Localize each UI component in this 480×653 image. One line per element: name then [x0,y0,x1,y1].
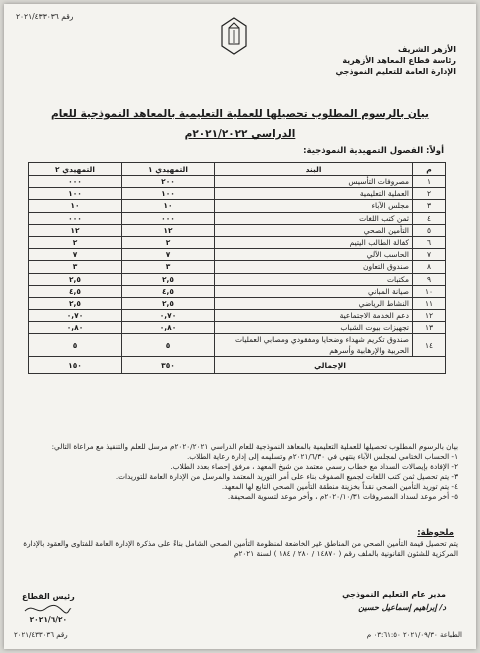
row-num: ٤ [413,212,446,224]
row-item: كفالة الطالب اليتيم [215,236,413,248]
row-num: ٣ [413,200,446,212]
row-num: ١٤ [413,334,446,357]
sector-head-title: رئيس القطاع [22,592,75,601]
row-item: صندوق تكريم شهداء وضحايا ومفقودي ومصابي العمليات الحربية والإرهابية وأسرهم [215,334,413,357]
row-value-1: ٢,٥ [122,297,215,309]
row-value-1: ٠,٨٠ [122,322,215,334]
header-line: الإدارة العامة للتعليم النموذجي [335,67,456,76]
document-page [4,4,476,649]
header-line: الأزهر الشريف [397,45,456,54]
row-value-2: ٠٠٠ [29,176,122,188]
row-value-2: ٢,٥ [29,273,122,285]
row-value-2: ٠٠٠ [29,212,122,224]
observation-block [18,539,458,559]
row-value-1: ٢,٥ [122,273,215,285]
row-value-1: ٢٠٠ [122,176,215,188]
observation-line: يتم تحصيل قيمة التأمين الصحي من المناطق غير الخاضعة لمنظومة التأمين الصحي الشامل بناءً على مذكرة الإدارة العامة للفتاوى والعقود بالإدارة المركزية للشئون القانونية بالملف رقم ( ١٤٨٧٠ / ٢٨٠ / ١٨٤ ) لسنة ٢٠٢١م [23,539,458,558]
table-total-row [29,357,446,374]
total-value-2: ١٥٠ [29,357,122,374]
note-line: ٣- يتم تحصيل ثمن كتب اللغات لجميع الصفوف بناء على أمر التوريد المعتمد والمرسل من الإدارة العامة للتوريدات. [115,472,458,481]
row-value-2: ٢ [29,236,122,248]
al-azhar-logo-icon [219,16,249,56]
row-item: صندوق التعاون [215,261,413,273]
table-row [29,285,446,297]
row-item: مجلس الآباء [215,200,413,212]
row-num: ٢ [413,188,446,200]
note-line: بيان بالرسوم المطلوب تحصيلها للعملية التعليمية بالمعاهد النموذجية للعام الدراسي ٢٠٢٠/٢٠٢١م مرسل للعلم والتنفيذ مع مراعاة التالي: [51,442,458,451]
section-heading: أولاً: الفصول التمهيدية النموذجية: [303,146,444,156]
row-value-2: ٠,٧٠ [29,310,122,322]
table-row [29,297,446,309]
row-value-1: ٠,٧٠ [122,310,215,322]
header-col2: التمهيدي ٢ [29,163,122,176]
table-row [29,224,446,236]
director-title: مدير عام التعليم النموذجي [342,590,446,599]
row-item: النشاط الرياضي [215,297,413,309]
table-row [29,273,446,285]
note-line: ٥- أخر موعد لسداد المصروفات ٢٠٢٠/١٠/٣١م ، وأخر موعد لتسوية الصحيفة. [227,492,458,501]
row-value-1: ١٠٠ [122,188,215,200]
row-value-1: ٢ [122,236,215,248]
header-line: رئاسة قطاع المعاهد الأزهرية [342,56,456,65]
row-value-1: ١٠ [122,200,215,212]
table-row [29,334,446,357]
row-item: التأمين الصحي [215,224,413,236]
reference-number-top: رقم ٢٠٢١/٤٣٣٠٣٦ [16,12,74,21]
row-item: تجهيزات بيوت الشباب [215,322,413,334]
reference-number-bottom: رقم ٢٠٢١/٤٣٣٠٣٦ [14,631,68,639]
observation-title: ملحوظة: [417,528,454,538]
table-row [29,176,446,188]
row-value-2: ٤,٥ [29,285,122,297]
print-footer: الطباعة ٢٠٢١/٠٩/٣٠ ٠٣:٦١:٥٠ م [366,631,462,639]
sector-head-date: ٢٠٢١/٦/٢٠ [29,615,68,624]
row-value-2: ١٠ [29,200,122,212]
table-row [29,322,446,334]
row-value-2: ٣ [29,261,122,273]
director-signature-block [342,590,446,612]
row-num: ٦ [413,236,446,248]
row-value-1: ٣ [122,261,215,273]
table-row [29,212,446,224]
row-num: ٨ [413,261,446,273]
row-item: مكتبات [215,273,413,285]
row-value-2: ٠,٨٠ [29,322,122,334]
row-item: ثمن كتب اللغات [215,212,413,224]
row-value-1: ٠٠٠ [122,212,215,224]
row-value-1: ١٢ [122,224,215,236]
row-num: ١٠ [413,285,446,297]
note-line: ١- الحساب الختامي لمجلس الآباء ينتهي في ٢٠٢١/٦/٣٠م وتسليمه إلى إدارة رعاية الطلاب. [186,452,458,461]
header-item: البند [215,163,413,176]
row-value-1: ٧ [122,249,215,261]
notes-block [18,442,458,502]
row-item: دعم الخدمة الاجتماعية [215,310,413,322]
sector-head-signature-block [22,592,75,624]
row-num: ٩ [413,273,446,285]
director-name: د/ إبراهيم إسماعيل حسين [358,603,446,612]
row-num: ١٢ [413,310,446,322]
table-row [29,236,446,248]
note-line: ٢- الإفادة بإيصالات السداد مع خطاب رسمي معتمد من شيخ المعهد ، مرفق إحصاء بعدد الطلاب. [170,462,458,471]
table-row [29,310,446,322]
table-row [29,200,446,212]
row-item: العملية التعليمية [215,188,413,200]
row-num: ٥ [413,224,446,236]
row-num: ١ [413,176,446,188]
row-value-1: ٤,٥ [122,285,215,297]
row-num: ١٣ [413,322,446,334]
row-item: الحاسب الآلي [215,249,413,261]
total-label: الإجمالي [215,357,446,374]
note-line: ٤- يتم توريد التأمين الصحي نقداً بخزينة منطقة التأمين الصحي التابع لها المعهد. [221,482,458,491]
row-value-2: ١٠٠ [29,188,122,200]
row-value-2: ١٢ [29,224,122,236]
row-value-1: ٥ [122,334,215,357]
handwritten-signature-icon [23,603,73,615]
institution-header [335,44,456,77]
row-item: صيانة المباني [215,285,413,297]
row-num: ٧ [413,249,446,261]
total-value-1: ٣٥٠ [122,357,215,374]
row-value-2: ٧ [29,249,122,261]
table-row [29,188,446,200]
row-item: مصروفات التأسيس [215,176,413,188]
title-line: الدراسي ٢٠٢١/٢٠٢٢م [184,128,296,140]
table-row [29,261,446,273]
header-num: م [413,163,446,176]
fees-table [28,162,446,374]
title-line: بيان بالرسوم المطلوب تحصيلها للعملية التعليمية بالمعاهد النموذجية للعام [51,108,429,120]
header-col1: التمهيدي ١ [122,163,215,176]
table-header-row [29,163,446,176]
row-value-2: ٢,٥ [29,297,122,309]
row-num: ١١ [413,297,446,309]
document-title [14,104,466,144]
table-row [29,249,446,261]
row-value-2: ٥ [29,334,122,357]
